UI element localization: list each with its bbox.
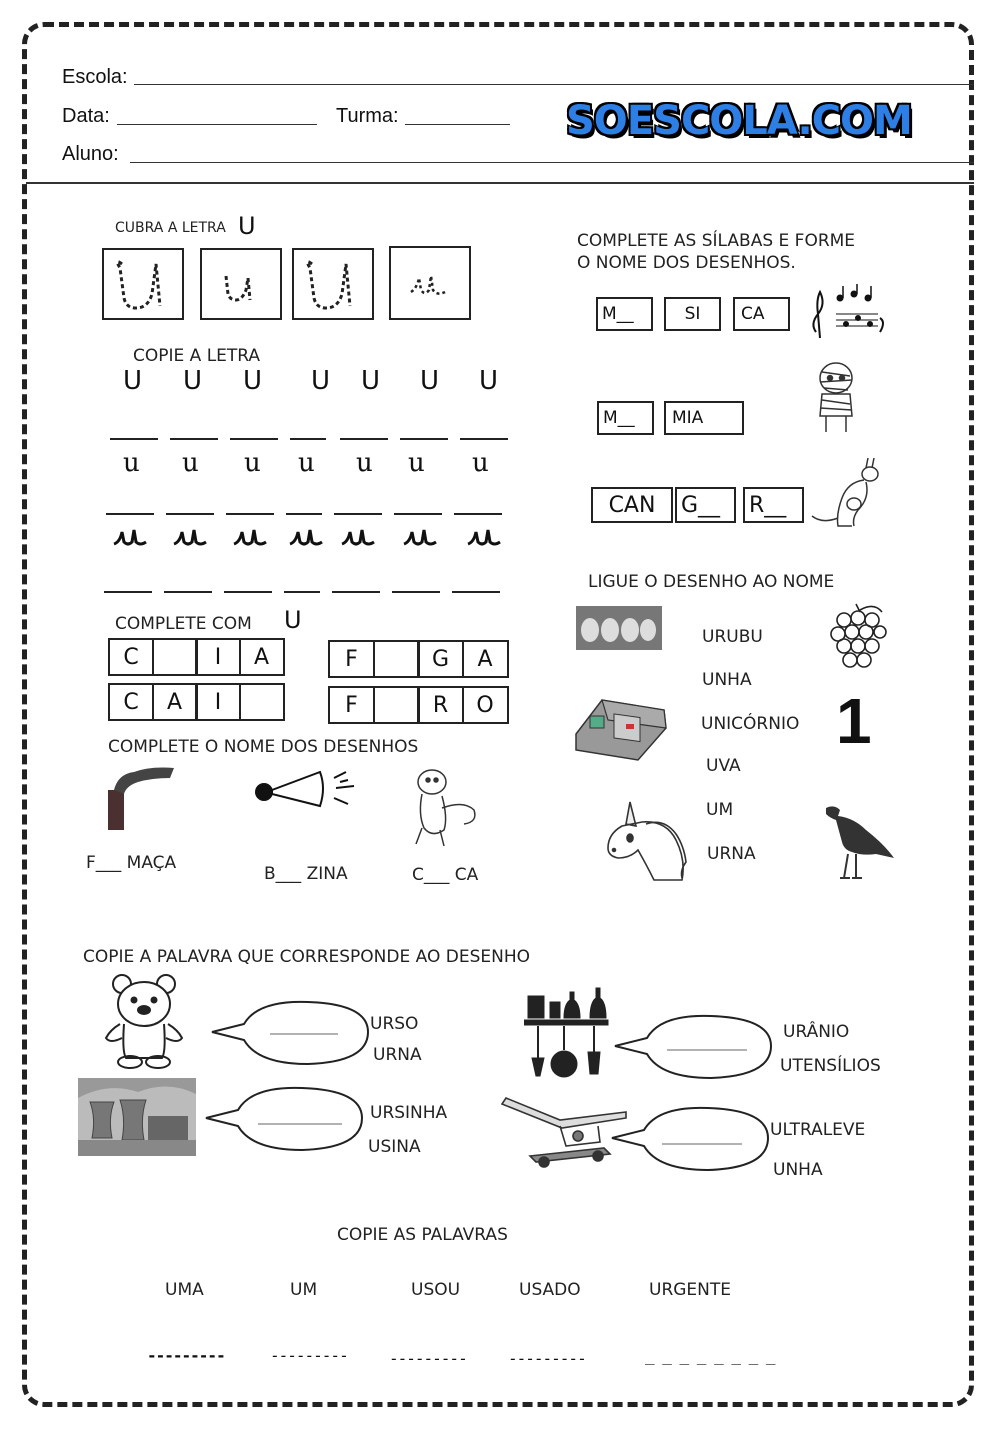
- syllables-title-1: COMPLETE AS SÍLABAS E FORME: [577, 231, 856, 251]
- letter: U: [123, 366, 143, 396]
- grid-cell-blank[interactable]: [373, 686, 420, 724]
- grid-cell: A: [239, 638, 285, 676]
- trace-box-4: [389, 246, 471, 320]
- word-grid-2: [328, 640, 506, 678]
- writing-line[interactable]: [286, 513, 322, 515]
- syllable-box-blank[interactable]: M__: [597, 401, 654, 435]
- syllable-box: MIA: [664, 401, 744, 435]
- grid-cell: I: [195, 683, 241, 721]
- copy-word-title: COPIE A PALAVRA QUE CORRESPONDE AO DESENHO: [83, 947, 530, 967]
- word-option: USINA: [368, 1137, 421, 1157]
- syllable-box-blank[interactable]: R__: [743, 487, 804, 523]
- syllable-box: CA: [733, 297, 790, 331]
- word-option: URNA: [373, 1045, 422, 1065]
- writing-line[interactable]: [226, 513, 274, 515]
- word-option: UTENSÍLIOS: [780, 1056, 881, 1076]
- complete-name-item: C___ CA: [412, 865, 479, 885]
- complete-name-item: B___ ZINA: [264, 864, 348, 884]
- copy-word: USOU: [411, 1280, 461, 1300]
- kangaroo-icon: [808, 452, 886, 534]
- grid-cell: I: [195, 638, 241, 676]
- writing-line[interactable]: [166, 513, 214, 515]
- dashed-answer-line[interactable]: ---------: [270, 1346, 348, 1365]
- letter: U: [361, 366, 381, 396]
- writing-line[interactable]: [460, 438, 508, 440]
- letter: u: [472, 448, 489, 478]
- copy-word: UMA: [165, 1280, 204, 1300]
- letter: U: [420, 366, 440, 396]
- kitchen-utensils-icon: [524, 986, 610, 1080]
- ballot-box-icon: [572, 690, 668, 762]
- syllables-title-2: O NOME DOS DESENHOS.: [577, 253, 796, 273]
- word-option: URÂNIO: [783, 1022, 850, 1042]
- grid-cell: C: [108, 683, 154, 721]
- letter: U: [243, 366, 263, 396]
- link-word[interactable]: UM: [706, 800, 734, 820]
- grapes-icon: [820, 600, 890, 672]
- complete-names-title: COMPLETE O NOME DOS DESENHOS: [108, 737, 419, 757]
- writing-line[interactable]: [110, 438, 158, 440]
- monster-cuca-icon: [404, 764, 484, 852]
- writing-line[interactable]: [290, 438, 326, 440]
- dashed-answer-line[interactable]: ---------: [508, 1349, 586, 1368]
- grid-cell: A: [462, 640, 509, 678]
- music-notes-icon: [806, 284, 888, 340]
- teddy-bear-icon: [100, 972, 190, 1070]
- link-word[interactable]: UVA: [706, 756, 741, 776]
- copy-word: USADO: [519, 1280, 581, 1300]
- grid-cell: A: [152, 683, 198, 721]
- writing-line[interactable]: [284, 591, 320, 593]
- writing-line[interactable]: [454, 513, 502, 515]
- fingernails-icon: [576, 606, 662, 650]
- speech-bubble-icon[interactable]: [611, 1012, 776, 1082]
- number-one-icon: 1: [836, 685, 872, 757]
- letter: U: [183, 366, 203, 396]
- nuclear-plant-icon: [78, 1078, 196, 1156]
- word-option: URSO: [370, 1014, 419, 1034]
- school-field[interactable]: [134, 84, 974, 85]
- writing-line[interactable]: [170, 438, 218, 440]
- link-word[interactable]: UNICÓRNIO: [701, 714, 800, 734]
- cursive-u-row-icon: [108, 524, 508, 552]
- syllable-box-blank[interactable]: M__: [596, 297, 653, 331]
- dashed-answer-line[interactable]: ---------: [147, 1346, 225, 1365]
- writing-line[interactable]: [164, 591, 212, 593]
- word-option: URSINHA: [370, 1103, 448, 1123]
- trace-u-upper-icon: [104, 250, 182, 318]
- link-title: LIGUE O DESENHO AO NOME: [588, 572, 835, 592]
- link-word[interactable]: URNA: [707, 844, 756, 864]
- soescola-logo: SOESCOLA.COM: [566, 98, 912, 144]
- copy-letter-title: COPIE A LETRA: [133, 346, 261, 366]
- word-option: UNHA: [773, 1160, 823, 1180]
- grid-cell: R: [417, 686, 464, 724]
- writing-line[interactable]: [104, 591, 152, 593]
- trace-box-1: [102, 248, 184, 320]
- grid-cell-blank[interactable]: [239, 683, 285, 721]
- copy-word: URGENTE: [649, 1280, 732, 1300]
- letter: u: [408, 448, 425, 478]
- writing-line[interactable]: [452, 591, 500, 593]
- dashed-answer-line[interactable]: ---------: [389, 1349, 467, 1368]
- copy-words-title: COPIE AS PALAVRAS: [337, 1225, 508, 1245]
- cover-letter: U: [238, 212, 256, 240]
- word-grid-4: [328, 686, 506, 724]
- writing-line[interactable]: [334, 513, 382, 515]
- grid-cell: F: [328, 686, 375, 724]
- grid-cell-blank[interactable]: [152, 638, 198, 676]
- date-label: Data:: [62, 105, 110, 127]
- complete-name-item: F___ MAÇA: [86, 853, 177, 873]
- link-word[interactable]: URUBU: [702, 627, 763, 647]
- writing-line[interactable]: [224, 591, 272, 593]
- speech-bubble-icon[interactable]: [202, 1084, 367, 1154]
- writing-line[interactable]: [230, 438, 278, 440]
- class-label: Turma:: [336, 105, 399, 127]
- school-label: Escola:: [62, 66, 128, 88]
- dashed-answer-line[interactable]: _ _ _ _ _ _ _ _: [645, 1346, 775, 1365]
- trace-box-3: [292, 248, 374, 320]
- copy-word: UM: [290, 1280, 318, 1300]
- writing-line[interactable]: [340, 438, 388, 440]
- mummy-icon: [808, 360, 864, 434]
- trace-box-2: [200, 248, 282, 320]
- writing-line[interactable]: [400, 438, 448, 440]
- grid-cell: G: [417, 640, 464, 678]
- letter: u: [356, 448, 373, 478]
- speech-bubble-icon[interactable]: [208, 998, 373, 1068]
- whistle-icon: [250, 766, 366, 812]
- syllable-box: SI: [664, 297, 721, 331]
- trace-u-upper-icon: [294, 250, 372, 318]
- link-word[interactable]: UNHA: [702, 670, 752, 690]
- speech-bubble-icon[interactable]: [608, 1104, 773, 1174]
- letter: u: [244, 448, 261, 478]
- word-grid-3: [108, 683, 282, 721]
- grid-cell: C: [108, 638, 154, 676]
- letter: U: [311, 366, 331, 396]
- student-label: Aluno:: [62, 143, 119, 165]
- writing-line[interactable]: [394, 513, 442, 515]
- trace-u-lower-icon: [202, 250, 280, 318]
- syllable-box: CAN: [591, 487, 673, 523]
- chimney-smoke-icon: [104, 764, 178, 832]
- header-divider: [26, 182, 974, 184]
- trace-u-cursive-icon: [391, 248, 469, 316]
- cover-title: CUBRA A LETRA: [115, 220, 226, 236]
- complete-u-title: COMPLETE COM: [115, 614, 252, 634]
- unicorn-icon: [602, 800, 690, 886]
- writing-line[interactable]: [392, 591, 440, 593]
- letter: u: [123, 448, 140, 478]
- date-field[interactable]: [117, 124, 317, 125]
- letter: U: [479, 366, 499, 396]
- writing-line[interactable]: [106, 513, 154, 515]
- complete-u-letter: U: [284, 606, 302, 634]
- vulture-icon: [814, 800, 896, 884]
- grid-cell-blank[interactable]: [373, 640, 420, 678]
- writing-line[interactable]: [332, 591, 380, 593]
- class-field[interactable]: [405, 124, 510, 125]
- word-option: ULTRALEVE: [770, 1120, 866, 1140]
- student-field[interactable]: [130, 162, 974, 163]
- syllable-box-blank[interactable]: G__: [675, 487, 736, 523]
- word-grid-1: [108, 638, 282, 676]
- letter: u: [298, 448, 315, 478]
- letter: u: [182, 448, 199, 478]
- grid-cell: F: [328, 640, 375, 678]
- grid-cell: O: [462, 686, 509, 724]
